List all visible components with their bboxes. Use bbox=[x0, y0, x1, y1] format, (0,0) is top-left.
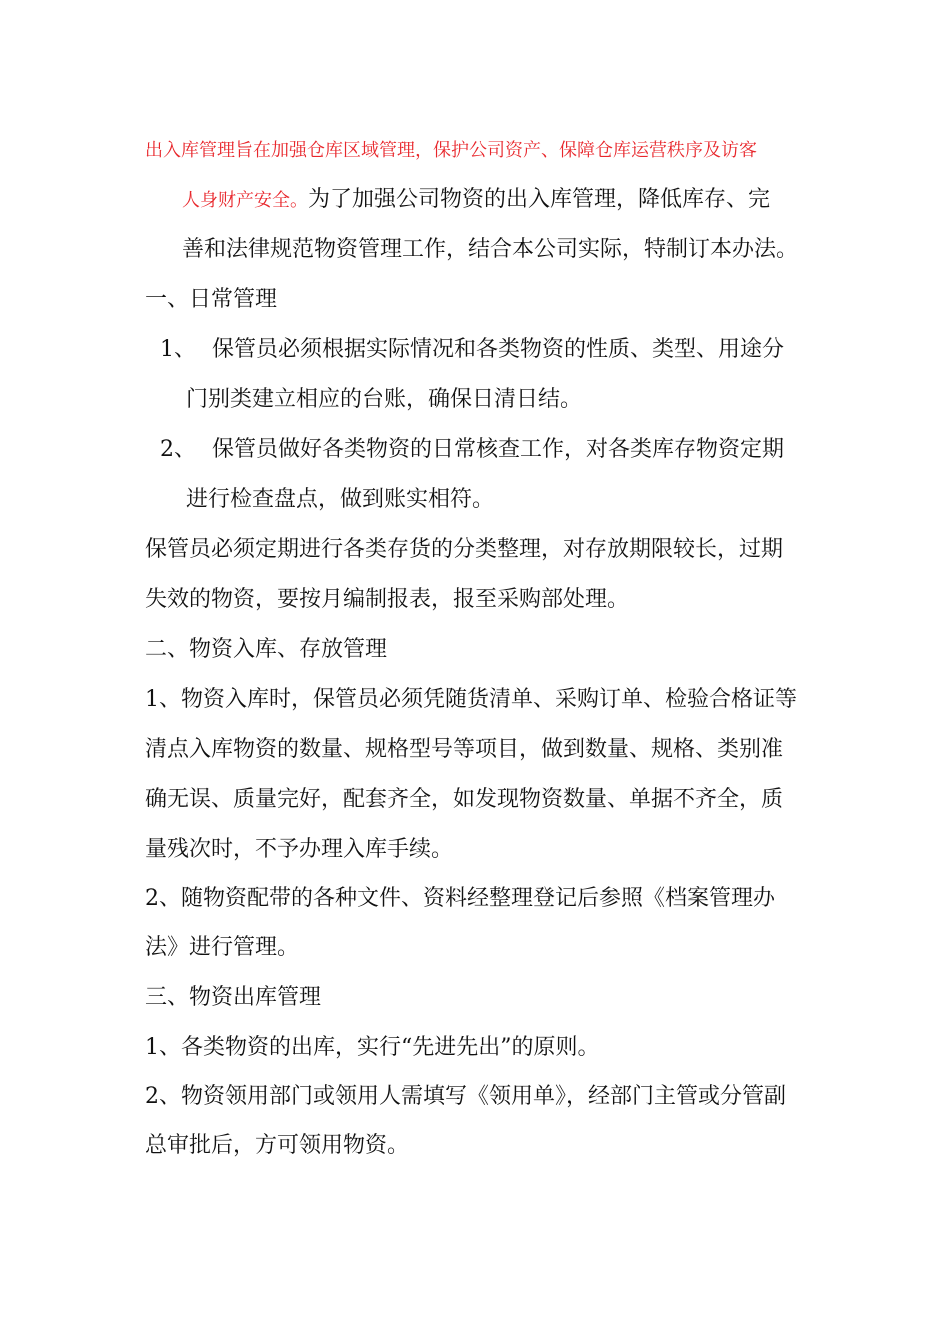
section-3-item-1-line-1: 1、各类物资的出库，实行“先进先出”的原则。 bbox=[145, 1035, 600, 1060]
section-2-item-1-line-2: 清点入库物资的数量、规格型号等项目，做到数量、规格、类别准 bbox=[145, 737, 784, 762]
section-1-item-1-text: 保管员必须根据实际情况和各类物资的性质、类型、用途分 bbox=[212, 337, 785, 362]
section-1-item-2-number: 2、 bbox=[160, 437, 196, 462]
intro-line-2-black: 为了加强公司物资的出入库管理，降低库存、完 bbox=[308, 187, 771, 212]
section-2-item-1-line-4: 量残次时，不予办理入库手续。 bbox=[145, 837, 454, 862]
section-2-item-1-line-3: 确无误、质量完好，配套齐全，如发现物资数量、单据不齐全，质 bbox=[145, 787, 784, 812]
section-1-para-line-1: 保管员必须定期进行各类存货的分类整理，对存放期限较长，过期 bbox=[145, 537, 784, 562]
section-3-item-2-line-2: 总审批后，方可领用物资。 bbox=[145, 1133, 410, 1158]
section-1-item-1-number: 1、 bbox=[160, 337, 196, 362]
section-2-item-1-line-1: 1、物资入库时，保管员必须凭随货清单、采购订单、检验合格证等 bbox=[145, 687, 797, 712]
section-2-item-2-line-1: 2、随物资配带的各种文件、资料经整理登记后参照《档案管理办 bbox=[145, 886, 775, 911]
section-2-heading: 二、物资入库、存放管理 bbox=[145, 637, 388, 662]
intro-line-3: 善和法律规范物资管理工作，结合本公司实际，特制订本办法。 bbox=[182, 237, 799, 262]
intro-line-2 bbox=[182, 185, 770, 215]
section-1-heading: 一、日常管理 bbox=[145, 287, 278, 312]
section-1-item-2-line-2: 进行检查盘点，做到账实相符。 bbox=[186, 487, 495, 512]
intro-line-1: 出入库管理旨在加强仓库区域管理，保护公司资产、保障仓库运营秩序及访客 bbox=[145, 140, 757, 161]
section-3-item-2-line-1: 2、物资领用部门或领用人需填写《领用单》，经部门主管或分管副 bbox=[145, 1084, 786, 1109]
section-1-para-line-2: 失效的物资，要按月编制报表，报至采购部处理。 bbox=[145, 587, 630, 612]
section-2-item-2-line-2: 法》进行管理。 bbox=[145, 935, 300, 960]
intro-line-2-red: 人身财产安全。 bbox=[182, 190, 308, 211]
section-1-item-1-line-1 bbox=[160, 335, 784, 365]
section-1-item-2-text: 保管员做好各类物资的日常核查工作，对各类库存物资定期 bbox=[212, 437, 785, 462]
section-1-item-2-line-1 bbox=[160, 435, 784, 465]
section-3-heading: 三、物资出库管理 bbox=[145, 985, 322, 1010]
section-1-item-1-line-2: 门别类建立相应的台账，确保日清日结。 bbox=[186, 387, 583, 412]
